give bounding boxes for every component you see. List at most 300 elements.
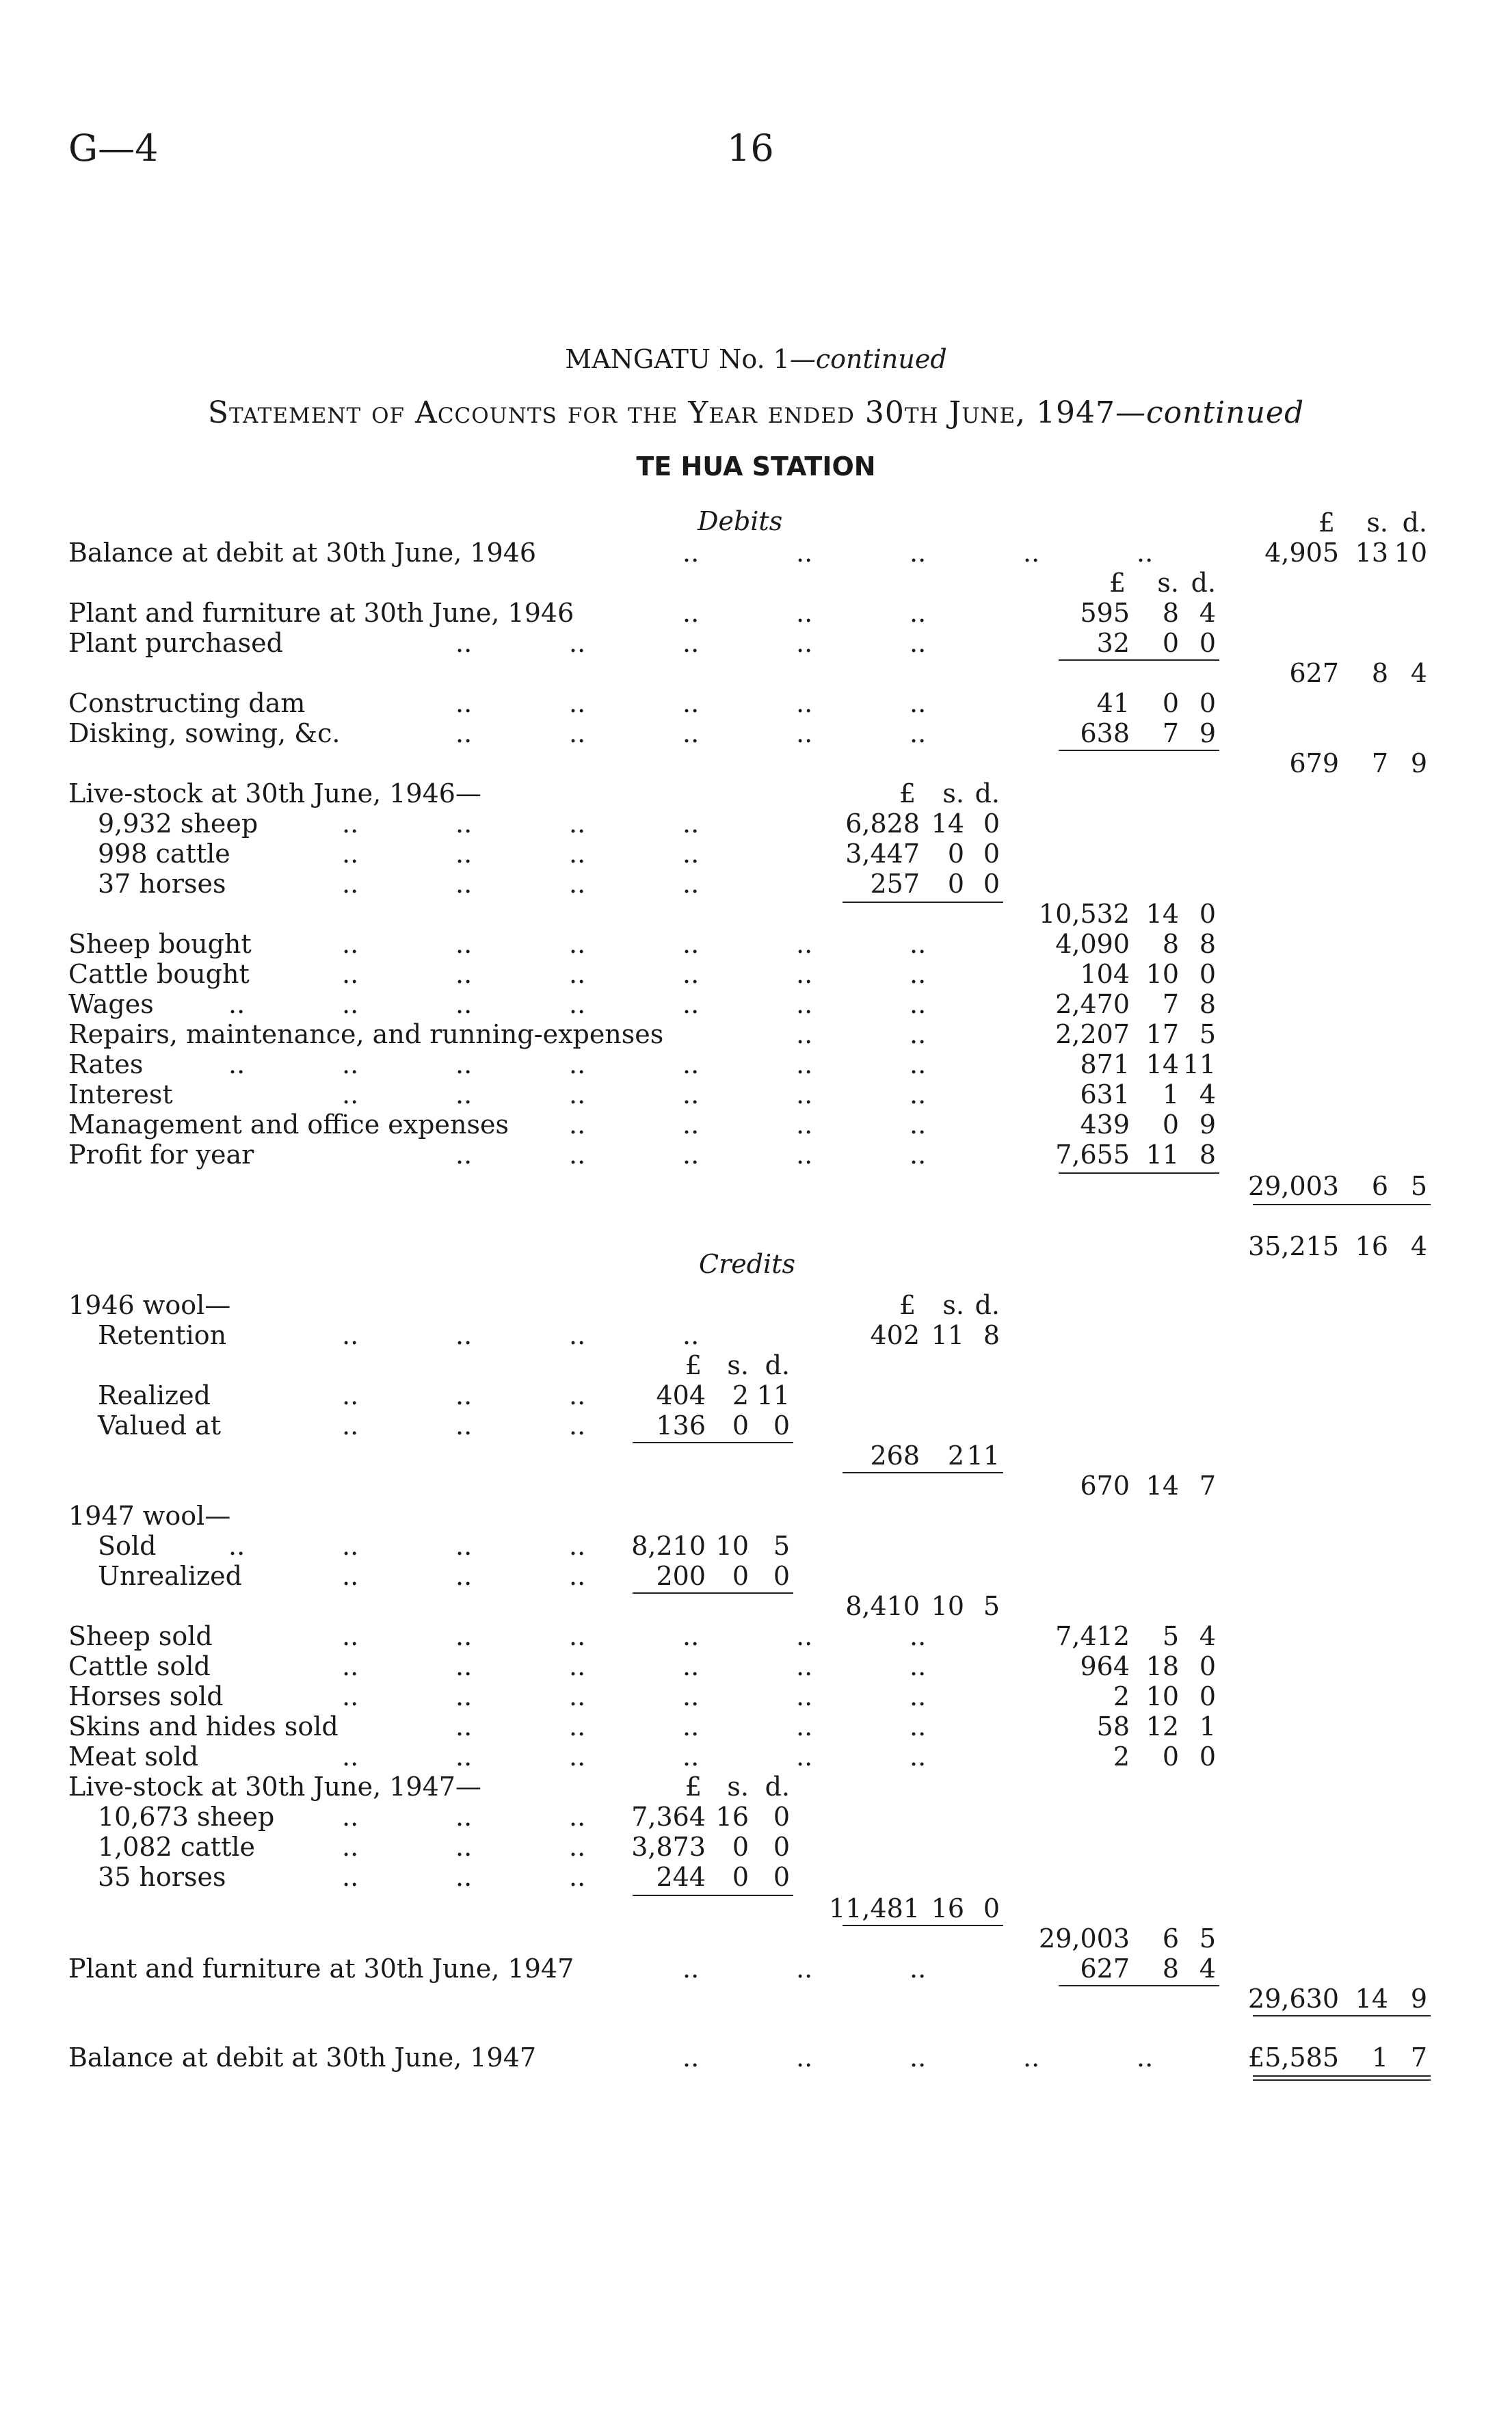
wool-retention-amount-shillings: 11 xyxy=(931,1320,964,1350)
closing-balance-label-leader-dots: .. xyxy=(682,2042,700,2073)
livestock-1947-item-label: 10,673 sheep xyxy=(98,1802,275,1832)
expense-amount-pence: 5 xyxy=(1199,1019,1216,1049)
grand-total-top-rule xyxy=(1253,1204,1431,1205)
title-statement xyxy=(0,395,1512,430)
closing-balance-label: Balance at debit at 30th June, 1947 xyxy=(68,2042,537,2073)
expense-label-leader-dots: .. xyxy=(910,989,927,1019)
expense-label-leader-dots: .. xyxy=(455,929,473,959)
expense-label: Management and office expenses xyxy=(68,1109,509,1140)
expense-label-leader-dots: .. xyxy=(682,1049,700,1079)
expense-amount-pence: 0 xyxy=(1199,959,1216,989)
wool-sold-label-leader-dots: .. xyxy=(455,1531,473,1561)
debits-heading: Debits xyxy=(698,506,783,536)
expense-label: Rates xyxy=(68,1049,144,1079)
disking-label: Disking, sowing, &c. xyxy=(68,718,341,748)
wool-1946-sub-header-pence-label: d. xyxy=(765,1350,790,1380)
improvements-subtotal-pounds: 679 xyxy=(1289,748,1339,778)
debits-grand-total-pounds: 35,215 xyxy=(1248,1231,1339,1261)
wool-retention-label-leader-dots: .. xyxy=(455,1320,473,1350)
sale-amount-shillings: 0 xyxy=(1162,1742,1179,1772)
wool-retention-amount-pounds: 402 xyxy=(870,1320,920,1350)
opening-balance-total-pounds: 4,905 xyxy=(1264,538,1339,568)
closing-balance-total-shillings: 1 xyxy=(1371,2042,1388,2073)
sale-label-leader-dots: .. xyxy=(682,1621,700,1651)
opening-balance-label-leader-dots: .. xyxy=(682,538,700,568)
wool-unrealized-label-leader-dots: .. xyxy=(342,1561,359,1591)
plant-purchased-label-leader-dots: .. xyxy=(910,628,927,658)
wool-1947-total-pence: 5 xyxy=(983,1591,1000,1621)
expense-label-leader-dots: .. xyxy=(682,959,700,989)
expense-amount-pence: 8 xyxy=(1199,1140,1216,1170)
expense-label-leader-dots: .. xyxy=(569,1140,586,1170)
wool-realized-amount-pounds: 404 xyxy=(656,1380,706,1410)
wool-unrealized-label-leader-dots: .. xyxy=(569,1561,586,1591)
livestock-1946-item-label-leader-dots: .. xyxy=(682,869,700,899)
debits-sum-total-pence: 5 xyxy=(1410,1171,1427,1201)
wool-retention-label-leader-dots: .. xyxy=(682,1320,700,1350)
closing-balance-label-leader-dots: .. xyxy=(1137,2042,1154,2073)
expense-amount-shillings: 14 xyxy=(1145,1049,1179,1079)
wool-unrealized-amount-pounds: 200 xyxy=(656,1561,706,1591)
debits-detail-header-pence-label: d. xyxy=(1191,568,1216,598)
credits-c2-rule xyxy=(843,1925,1003,1926)
constructing-dam-amount-pence: 0 xyxy=(1199,688,1216,718)
expense-label-leader-dots: .. xyxy=(569,1109,586,1140)
sale-label-leader-dots: .. xyxy=(569,1681,586,1711)
disking-label-leader-dots: .. xyxy=(682,718,700,748)
expense-label-leader-dots: .. xyxy=(910,1109,927,1140)
livestock-1947-item-label-leader-dots: .. xyxy=(569,1832,586,1862)
debits-total-header-pence-label: d. xyxy=(1402,508,1427,538)
sale-amount-pounds: 2 xyxy=(1113,1742,1130,1772)
wool-1946-sub-header-pound-symbol: £ xyxy=(685,1350,702,1380)
wool-1946-net-pence: 11 xyxy=(966,1441,1000,1471)
expense-label-leader-dots: .. xyxy=(455,959,473,989)
sale-amount-pence: 0 xyxy=(1199,1651,1216,1681)
sale-label-leader-dots: .. xyxy=(796,1742,813,1772)
wool-1946-label: 1946 wool— xyxy=(68,1290,231,1320)
sale-amount-shillings: 10 xyxy=(1145,1681,1179,1711)
livestock-1946-item-label-leader-dots: .. xyxy=(455,839,473,869)
livestock-1946-item-amount-shillings: 14 xyxy=(931,809,964,839)
wool-1946-net-shillings: 2 xyxy=(947,1441,964,1471)
sale-label: Skins and hides sold xyxy=(68,1711,339,1742)
improvements-subtotal-pence: 9 xyxy=(1410,748,1427,778)
title-station: TE HUA STATION xyxy=(636,451,876,482)
credits-sum-c3-pounds: 29,003 xyxy=(1039,1923,1130,1954)
sale-label-leader-dots: .. xyxy=(569,1651,586,1681)
livestock-1947-item-label-leader-dots: .. xyxy=(455,1802,473,1832)
livestock-1946-item-amount-pence: 0 xyxy=(983,809,1000,839)
wool-1946-header-pound-symbol: £ xyxy=(899,1290,916,1320)
plant-end-amount-pounds: 627 xyxy=(1080,1954,1130,1984)
livestock-1947-item-amount-pounds: 3,873 xyxy=(631,1832,706,1862)
livestock-1947-item-label-leader-dots: .. xyxy=(569,1862,586,1892)
plant-end-label-leader-dots: .. xyxy=(910,1954,927,1984)
plant-purchased-amount-shillings: 0 xyxy=(1162,628,1179,658)
expense-label-leader-dots: .. xyxy=(796,1109,813,1140)
expense-label-leader-dots: .. xyxy=(796,1049,813,1079)
expense-label-leader-dots: .. xyxy=(796,1019,813,1049)
debits-sum-total-pounds: 29,003 xyxy=(1248,1171,1339,1201)
expense-amount-shillings: 0 xyxy=(1162,1109,1179,1140)
opening-balance-label-leader-dots: .. xyxy=(1023,538,1040,568)
credits-total-pounds: 29,630 xyxy=(1248,1984,1339,2014)
expense-label-leader-dots: .. xyxy=(569,989,586,1019)
closing-balance-label-leader-dots: .. xyxy=(1023,2042,1040,2073)
plant-start-label-leader-dots: .. xyxy=(682,598,700,628)
sale-label-leader-dots: .. xyxy=(796,1711,813,1742)
sale-label-leader-dots: .. xyxy=(682,1742,700,1772)
wool-unrealized-amount-pence: 0 xyxy=(773,1561,790,1591)
sale-label-leader-dots: .. xyxy=(342,1681,359,1711)
title-statement-main: Statement of Accounts for the Year ended 30th June, 1947 xyxy=(207,395,1116,430)
expense-label-leader-dots: .. xyxy=(682,929,700,959)
plant-subtotal-pounds: 627 xyxy=(1289,658,1339,688)
livestock-1946-item-label-leader-dots: .. xyxy=(682,809,700,839)
livestock-1947-item-amount-pence: 0 xyxy=(773,1832,790,1862)
disking-label-leader-dots: .. xyxy=(569,718,586,748)
sale-amount-pence: 4 xyxy=(1199,1621,1216,1651)
expense-label-leader-dots: .. xyxy=(796,1079,813,1109)
constructing-dam-amount-pounds: 41 xyxy=(1096,688,1130,718)
livestock-1946-header-pound-symbol: £ xyxy=(899,778,916,809)
livestock-1947-total-pence: 0 xyxy=(983,1893,1000,1923)
expense-amount-shillings: 8 xyxy=(1162,929,1179,959)
plant-start-label: Plant and furniture at 30th June, 1946 xyxy=(68,598,574,628)
credits-total-pence: 9 xyxy=(1410,1984,1427,2014)
sale-amount-pounds: 964 xyxy=(1080,1651,1130,1681)
plant-purchased-label-leader-dots: .. xyxy=(569,628,586,658)
wool-retention-label: Retention xyxy=(98,1320,227,1350)
expense-amount-pence: 8 xyxy=(1199,929,1216,959)
livestock-1947-item-label-leader-dots: .. xyxy=(569,1802,586,1832)
wool-realized-label-leader-dots: .. xyxy=(455,1380,473,1410)
disking-amount-pence: 9 xyxy=(1199,718,1216,748)
wool-valued-amount-shillings: 0 xyxy=(732,1410,749,1441)
wool-1946-header-pence-label: d. xyxy=(974,1290,1000,1320)
livestock-1946-item-label-leader-dots: .. xyxy=(455,809,473,839)
plant-subtotal-shillings: 8 xyxy=(1371,658,1388,688)
opening-balance-label-leader-dots: .. xyxy=(1137,538,1154,568)
sale-amount-shillings: 5 xyxy=(1162,1621,1179,1651)
opening-balance-label-leader-dots: .. xyxy=(796,538,813,568)
sale-label-leader-dots: .. xyxy=(455,1651,473,1681)
expense-amount-pence: 8 xyxy=(1199,989,1216,1019)
sale-amount-pence: 1 xyxy=(1199,1711,1216,1742)
credits-sum-c3-shillings: 6 xyxy=(1162,1923,1179,1954)
livestock-1946-total-pounds: 10,532 xyxy=(1039,899,1130,929)
wool-valued-label-leader-dots: .. xyxy=(569,1410,586,1441)
wool-1947-label: 1947 wool— xyxy=(68,1501,231,1531)
sale-label-leader-dots: .. xyxy=(910,1651,927,1681)
livestock-1946-item-label: 998 cattle xyxy=(98,839,230,869)
wool-unrealized-label: Unrealized xyxy=(98,1561,242,1591)
disking-label-leader-dots: .. xyxy=(455,718,473,748)
livestock-1946-item-label: 37 horses xyxy=(98,869,226,899)
opening-balance-label-leader-dots: .. xyxy=(910,538,927,568)
disking-label-leader-dots: .. xyxy=(796,718,813,748)
sale-amount-pence: 0 xyxy=(1199,1681,1216,1711)
credits-total-shillings: 14 xyxy=(1355,1984,1388,2014)
expense-label-leader-dots: .. xyxy=(682,1079,700,1109)
wool-valued-label-leader-dots: .. xyxy=(342,1410,359,1441)
closing-balance-total-pence: 7 xyxy=(1410,2042,1427,2073)
livestock-1947-header-pound-symbol: £ xyxy=(685,1772,702,1802)
wool-1946-sub-header-shilling-label: s. xyxy=(727,1350,749,1380)
livestock-1947-item-label: 35 horses xyxy=(98,1862,226,1892)
title-mangatu-main: MANGATU No. 1 xyxy=(565,344,790,374)
credits-c3-rule xyxy=(1059,1985,1219,1986)
wool-valued-amount-pence: 0 xyxy=(773,1410,790,1441)
sale-label-leader-dots: .. xyxy=(796,1651,813,1681)
livestock-1946-item-label-leader-dots: .. xyxy=(569,839,586,869)
expense-label-leader-dots: .. xyxy=(910,1019,927,1049)
expense-label-leader-dots: .. xyxy=(569,959,586,989)
expense-amount-pence: 4 xyxy=(1199,1079,1216,1109)
document-code: G—4 xyxy=(68,127,159,170)
constructing-dam-label-leader-dots: .. xyxy=(910,688,927,718)
page-number: 16 xyxy=(727,127,774,170)
expense-label-leader-dots: .. xyxy=(455,1049,473,1079)
expense-label-leader-dots: .. xyxy=(682,989,700,1019)
wool-realized-amount-shillings: 2 xyxy=(732,1380,749,1410)
sale-amount-shillings: 18 xyxy=(1145,1651,1179,1681)
sale-amount-pence: 0 xyxy=(1199,1742,1216,1772)
livestock-1947-total-pounds: 11,481 xyxy=(829,1893,920,1923)
wool-valued-label: Valued at xyxy=(98,1410,222,1441)
wool-valued-amount-pounds: 136 xyxy=(656,1410,706,1441)
debits-detail-header-shilling-label: s. xyxy=(1157,568,1179,598)
plant-purchased-amount-pounds: 32 xyxy=(1096,628,1130,658)
wool-realized-amount-pence: 11 xyxy=(756,1380,790,1410)
expense-amount-pounds: 631 xyxy=(1080,1079,1130,1109)
sale-label: Meat sold xyxy=(68,1742,199,1772)
sale-label-leader-dots: .. xyxy=(342,1621,359,1651)
constructing-dam-label-leader-dots: .. xyxy=(796,688,813,718)
expense-label: Interest xyxy=(68,1079,173,1109)
livestock-1947-item-amount-shillings: 0 xyxy=(732,1832,749,1862)
wool-1946-rule xyxy=(843,1472,1003,1473)
expense-amount-pounds: 2,207 xyxy=(1055,1019,1130,1049)
debits-grand-total-pence: 4 xyxy=(1410,1231,1427,1261)
expense-label-leader-dots: .. xyxy=(342,929,359,959)
expense-label-leader-dots: .. xyxy=(342,1049,359,1079)
wool-1946-header-shilling-label: s. xyxy=(942,1290,964,1320)
closing-balance-label-leader-dots: .. xyxy=(796,2042,813,2073)
expense-amount-shillings: 1 xyxy=(1162,1079,1179,1109)
livestock-1947-item-amount-shillings: 0 xyxy=(732,1862,749,1892)
expense-label-leader-dots: .. xyxy=(342,959,359,989)
wool-1946-total-pounds: 670 xyxy=(1080,1471,1130,1501)
wool-sold-amount-pence: 5 xyxy=(773,1531,790,1561)
livestock-1947-item-amount-pence: 0 xyxy=(773,1862,790,1892)
plant-start-label-leader-dots: .. xyxy=(796,598,813,628)
constructing-dam-label-leader-dots: .. xyxy=(569,688,586,718)
expense-label-leader-dots: .. xyxy=(796,1140,813,1170)
expense-amount-pounds: 871 xyxy=(1080,1049,1130,1079)
expense-amount-shillings: 10 xyxy=(1145,959,1179,989)
sale-label-leader-dots: .. xyxy=(569,1711,586,1742)
wool-1947-total-pounds: 8,410 xyxy=(845,1591,920,1621)
sale-amount-shillings: 12 xyxy=(1145,1711,1179,1742)
wool-realized-label-leader-dots: .. xyxy=(569,1380,586,1410)
plant-end-amount-pence: 4 xyxy=(1199,1954,1216,1984)
debits-grand-total-shillings: 16 xyxy=(1355,1231,1388,1261)
expense-label-leader-dots: .. xyxy=(796,989,813,1019)
plant-end-label-leader-dots: .. xyxy=(796,1954,813,1984)
livestock-1946-item-label-leader-dots: .. xyxy=(455,869,473,899)
expense-label-leader-dots: .. xyxy=(569,1079,586,1109)
sale-label: Cattle sold xyxy=(68,1651,211,1681)
livestock-1946-item-amount-shillings: 0 xyxy=(947,839,964,869)
disking-amount-pounds: 638 xyxy=(1080,718,1130,748)
livestock-1946-item-amount-pence: 0 xyxy=(983,839,1000,869)
sale-amount-pounds: 58 xyxy=(1096,1711,1130,1742)
wool-sold-label-leader-dots: .. xyxy=(569,1531,586,1561)
plant-start-amount-pounds: 595 xyxy=(1080,598,1130,628)
expense-amount-shillings: 7 xyxy=(1162,989,1179,1019)
expense-label-leader-dots: .. xyxy=(228,989,246,1019)
expense-label-leader-dots: .. xyxy=(455,1140,473,1170)
plant-purchased-label-leader-dots: .. xyxy=(455,628,473,658)
constructing-dam-amount-shillings: 0 xyxy=(1162,688,1179,718)
wool-sold-amount-shillings: 10 xyxy=(715,1531,749,1561)
wool-1947-rule xyxy=(633,1592,793,1594)
wool-realized-label-leader-dots: .. xyxy=(342,1380,359,1410)
debits-detail-header-pound-symbol: £ xyxy=(1109,568,1126,598)
expense-amount-pence: 11 xyxy=(1182,1049,1216,1079)
sale-label-leader-dots: .. xyxy=(796,1621,813,1651)
debits-total-header-pound-symbol: £ xyxy=(1318,508,1335,538)
plant-start-amount-pence: 4 xyxy=(1199,598,1216,628)
wool-1946-net-pounds: 268 xyxy=(870,1441,920,1471)
livestock-1946-item-label-leader-dots: .. xyxy=(569,869,586,899)
sale-amount-pounds: 2 xyxy=(1113,1681,1130,1711)
expense-label: Wages xyxy=(68,989,154,1019)
livestock-1947-item-amount-pence: 0 xyxy=(773,1802,790,1832)
expense-label: Sheep bought xyxy=(68,929,252,959)
expense-label: Repairs, maintenance, and running-expenses xyxy=(68,1019,664,1049)
plant-subtotal-pence: 4 xyxy=(1410,658,1427,688)
livestock-1946-item-label-leader-dots: .. xyxy=(569,809,586,839)
expense-label-leader-dots: .. xyxy=(910,929,927,959)
closing-top-rule xyxy=(1253,2015,1431,2016)
livestock-1946-item-amount-pounds: 6,828 xyxy=(845,809,920,839)
expense-label-leader-dots: .. xyxy=(796,929,813,959)
livestock-1946-item-label-leader-dots: .. xyxy=(682,839,700,869)
closing-balance-label-leader-dots: .. xyxy=(910,2042,927,2073)
wool-1947-total-shillings: 10 xyxy=(931,1591,964,1621)
sale-label-leader-dots: .. xyxy=(910,1711,927,1742)
debits-total-header-shilling-label: s. xyxy=(1366,508,1388,538)
wool-retention-label-leader-dots: .. xyxy=(342,1320,359,1350)
livestock-1947-total-shillings: 16 xyxy=(931,1893,964,1923)
expense-label: Profit for year xyxy=(68,1140,254,1170)
expense-label-leader-dots: .. xyxy=(455,989,473,1019)
livestock-1946-rule xyxy=(843,902,1003,903)
expense-label-leader-dots: .. xyxy=(910,1140,927,1170)
wool-1946-total-shillings: 14 xyxy=(1145,1471,1179,1501)
sale-label-leader-dots: .. xyxy=(682,1651,700,1681)
livestock-1946-item-amount-shillings: 0 xyxy=(947,869,964,899)
livestock-1947-rule xyxy=(633,1895,793,1896)
sale-amount-pounds: 7,412 xyxy=(1055,1621,1130,1651)
livestock-1947-label: Live-stock at 30th June, 1947— xyxy=(68,1772,481,1802)
livestock-1947-item-label-leader-dots: .. xyxy=(342,1832,359,1862)
sale-label-leader-dots: .. xyxy=(342,1651,359,1681)
wool-retention-label-leader-dots: .. xyxy=(569,1320,586,1350)
livestock-1947-header-shilling-label: s. xyxy=(727,1772,749,1802)
expense-amount-pounds: 7,655 xyxy=(1055,1140,1130,1170)
credits-heading: Credits xyxy=(699,1249,795,1279)
expense-amount-pence: 9 xyxy=(1199,1109,1216,1140)
improvements-subtotal-rule xyxy=(1059,750,1219,751)
sale-label-leader-dots: .. xyxy=(455,1681,473,1711)
plant-end-label-leader-dots: .. xyxy=(682,1954,700,1984)
sale-label-leader-dots: .. xyxy=(569,1621,586,1651)
livestock-1946-header-shilling-label: s. xyxy=(942,778,964,809)
closing-balance-total-pounds: £5,585 xyxy=(1248,2042,1339,2073)
livestock-1947-item-label-leader-dots: .. xyxy=(455,1832,473,1862)
sale-label-leader-dots: .. xyxy=(796,1681,813,1711)
expense-label-leader-dots: .. xyxy=(910,1079,927,1109)
title-statement-continued: —continued xyxy=(1115,395,1305,430)
livestock-1946-label: Live-stock at 30th June, 1946— xyxy=(68,778,481,809)
expense-label-leader-dots: .. xyxy=(342,1079,359,1109)
expense-label: Cattle bought xyxy=(68,959,250,989)
sale-label-leader-dots: .. xyxy=(682,1681,700,1711)
plant-start-amount-shillings: 8 xyxy=(1162,598,1179,628)
livestock-1946-item-amount-pence: 0 xyxy=(983,869,1000,899)
expense-label-leader-dots: .. xyxy=(682,1109,700,1140)
plant-start-label-leader-dots: .. xyxy=(910,598,927,628)
expense-amount-shillings: 17 xyxy=(1145,1019,1179,1049)
opening-balance-label: Balance at debit at 30th June, 1946 xyxy=(68,538,537,568)
expense-amount-pounds: 104 xyxy=(1080,959,1130,989)
wool-unrealized-label-leader-dots: .. xyxy=(455,1561,473,1591)
expense-label-leader-dots: .. xyxy=(569,929,586,959)
wool-valued-label-leader-dots: .. xyxy=(455,1410,473,1441)
wool-sold-label: Sold xyxy=(98,1531,157,1561)
expense-amount-pounds: 2,470 xyxy=(1055,989,1130,1019)
credits-sum-c3-pence: 5 xyxy=(1199,1923,1216,1954)
closing-double-rule xyxy=(1253,2075,1431,2081)
wool-retention-amount-pence: 8 xyxy=(983,1320,1000,1350)
sale-label-leader-dots: .. xyxy=(455,1711,473,1742)
title-mangatu xyxy=(0,344,1512,374)
opening-balance-total-shillings: 13 xyxy=(1355,538,1388,568)
sale-label-leader-dots: .. xyxy=(910,1681,927,1711)
expense-label-leader-dots: .. xyxy=(796,959,813,989)
wool-sold-label-leader-dots: .. xyxy=(228,1531,246,1561)
livestock-1947-item-label-leader-dots: .. xyxy=(342,1862,359,1892)
sale-label-leader-dots: .. xyxy=(910,1742,927,1772)
expense-amount-shillings: 11 xyxy=(1145,1140,1179,1170)
livestock-1947-item-amount-shillings: 16 xyxy=(715,1802,749,1832)
plant-end-amount-shillings: 8 xyxy=(1162,1954,1179,1984)
livestock-1946-item-label: 9,932 sheep xyxy=(98,809,258,839)
plant-purchased-label: Plant purchased xyxy=(68,628,283,658)
livestock-1946-item-amount-pounds: 3,447 xyxy=(845,839,920,869)
constructing-dam-label-leader-dots: .. xyxy=(682,688,700,718)
wool-sold-label-leader-dots: .. xyxy=(342,1531,359,1561)
livestock-1947-item-label: 1,082 cattle xyxy=(98,1832,255,1862)
sale-label-leader-dots: .. xyxy=(455,1742,473,1772)
sale-label-leader-dots: .. xyxy=(342,1742,359,1772)
improvements-subtotal-shillings: 7 xyxy=(1371,748,1388,778)
title-mangatu-continued: —continued xyxy=(789,344,947,374)
